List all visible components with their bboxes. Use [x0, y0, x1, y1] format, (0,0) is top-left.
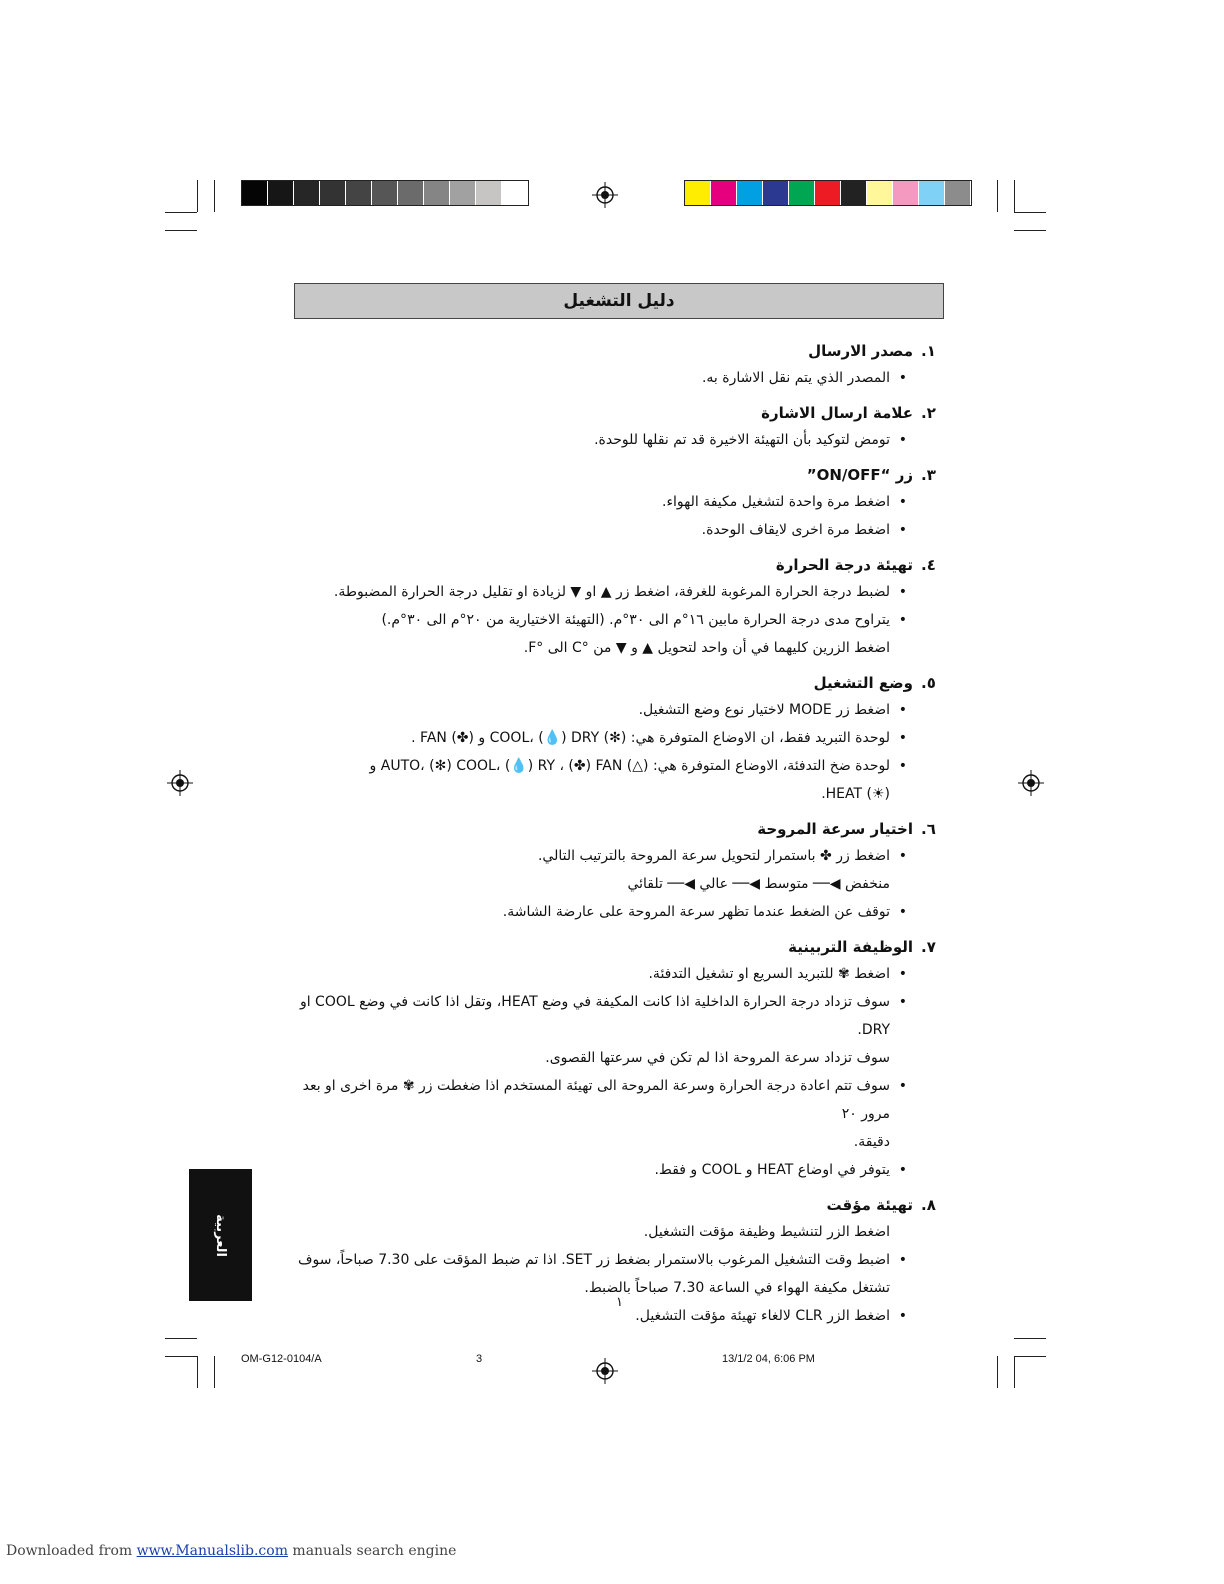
bullet-item: • لضبط درجة الحرارة المرغوبة للغرفة، اضغط زر ▲ او ▼ لزيادة او تقليل درجة الحرارة المضبوطة. [290, 578, 945, 606]
bullet-item: • اضغط زر ✤ باستمرار لتحويل سرعة المروحة بالترتيب التالي. [290, 842, 945, 870]
footer-timestamp: 13/1/2 04, 6:06 PM [722, 1353, 815, 1365]
crop-mark [1014, 212, 1046, 213]
crop-mark [165, 1356, 197, 1357]
continuation-line: اضغط الزرين كليهما في أن واحد لتحويل ▲ و ▼ من °C الى °F. [523, 640, 890, 656]
continuation-line: دقيقة. [853, 1134, 890, 1150]
color-swatch [789, 181, 815, 205]
section-number: ٧. [921, 938, 936, 956]
registration-mark-icon [167, 770, 193, 796]
crop-mark [214, 180, 215, 212]
grayscale-calibration-bar [241, 180, 529, 206]
section-title [290, 462, 945, 488]
continuation-line: اضغط الزر لتنشيط وظيفة مؤقت التشغيل. [643, 1224, 890, 1240]
section-title [290, 934, 945, 960]
color-swatch [242, 181, 268, 205]
color-swatch [424, 181, 450, 205]
section-number: ٨. [921, 1196, 936, 1214]
color-swatch [685, 181, 711, 205]
continuation-line: منخفض ◀── متوسط ◀── عالي ◀── تلقائي [627, 876, 890, 892]
color-swatch [945, 181, 971, 205]
continuation-line: (☀) HEAT. [821, 786, 890, 802]
color-swatch [711, 181, 737, 205]
language-tab [189, 1169, 252, 1301]
bullet-item: • لوحدة ضخ التدفئة، الاوضاع المتوفرة هي: (△) AUTO، (✻) COOL، (💧) RY ، (✤) FAN و [290, 752, 945, 780]
crop-mark [214, 1356, 215, 1388]
crop-mark [997, 1356, 998, 1388]
page-number: ١ [616, 1295, 623, 1310]
section-number: ٥. [921, 674, 936, 692]
section-number: ٢. [921, 404, 936, 422]
section-title-text: زر “ON/OFF” [806, 466, 913, 484]
bullet-item: • توقف عن الضغط عندما تظهر سرعة المروحة على عارضة الشاشة. [290, 898, 945, 926]
section-title [290, 670, 945, 696]
section-title [290, 1192, 945, 1218]
download-suffix: manuals search engine [287, 1543, 457, 1559]
crop-mark [1014, 1356, 1015, 1388]
continuation-line: DRY. [857, 1022, 890, 1038]
bullet-item: • اضغط مرة واحدة لتشغيل مكيفة الهواء. [290, 488, 945, 516]
section-number: ٤. [921, 556, 936, 574]
instructions-body [290, 330, 945, 1330]
crop-mark [1014, 180, 1015, 212]
download-prefix: Downloaded from [6, 1543, 137, 1559]
bullet-item: • اضغط الزر CLR لالغاء تهيئة مؤقت التشغيل. [290, 1302, 945, 1330]
bullet-item: • المصدر الذي يتم نقل الاشارة به. [290, 364, 945, 392]
color-swatch [398, 181, 424, 205]
color-swatch [294, 181, 320, 205]
section-title [290, 816, 945, 842]
section-title-text: تهيئة درجة الحرارة [775, 556, 913, 574]
color-swatch [763, 181, 789, 205]
crop-mark [1014, 1338, 1046, 1339]
section-title-text: وضع التشغيل [813, 674, 913, 692]
crop-mark [997, 180, 998, 212]
color-swatch [372, 181, 398, 205]
section-title-text: تهيئة مؤقت [826, 1196, 913, 1214]
registration-mark-icon [592, 1358, 618, 1384]
color-swatch [268, 181, 294, 205]
bullet-item: • يتراوح مدى درجة الحرارة مابين ١٦°م الى ٣٠°م. (التهيئة الاختيارية من ٢٠°م الى ٣٠°م.) [290, 606, 945, 634]
section-title-text: علامة ارسال الاشارة [761, 404, 913, 422]
section-title-text: اختيار سرعة المروحة [757, 820, 913, 838]
color-swatch [450, 181, 476, 205]
section-title [290, 552, 945, 578]
bullet-item: • تومض لتوكيد بأن التهيئة الاخيرة قد تم نقلها للوحدة. [290, 426, 945, 454]
color-swatch [737, 181, 763, 205]
color-swatch [476, 181, 502, 205]
bullet-item: • لوحدة التبريد فقط، ان الاوضاع المتوفرة هي: (✻) COOL، (💧) DRY و (✤) FAN . [290, 724, 945, 752]
color-swatch [502, 181, 528, 205]
color-swatch [867, 181, 893, 205]
section-title-text: الوظيفة التربينية [788, 938, 913, 956]
section-number: ٣. [921, 466, 936, 484]
color-swatch [841, 181, 867, 205]
section-number: ١. [921, 342, 936, 360]
manualslib-link[interactable]: www.Manualslib.com [136, 1543, 288, 1559]
section-number: ٦. [921, 820, 936, 838]
crop-mark [197, 180, 198, 212]
bullet-item: • سوف تزداد درجة الحرارة الداخلية اذا كانت المكيفة في وضع HEAT، وتقل اذا كانت في وضع COOL او [290, 988, 945, 1016]
continuation-line: تشتغل مكيفة الهواء في الساعة 7.30 صباحاً بالضبط. [584, 1280, 890, 1296]
color-swatch [893, 181, 919, 205]
color-swatch [346, 181, 372, 205]
download-credit [6, 1543, 456, 1559]
color-swatch [815, 181, 841, 205]
color-swatch [320, 181, 346, 205]
crop-mark [1014, 230, 1046, 231]
registration-mark-icon [1018, 770, 1044, 796]
bullet-item: • اضبط وقت التشغيل المرغوب بالاستمرار بضغط زر SET. اذا تم ضبط المؤقت على 7.30 صباحاً، سوف [290, 1246, 945, 1274]
crop-mark [197, 1356, 198, 1388]
bullet-item: • يتوفر في اوضاع HEAT و COOL و فقط. [290, 1156, 945, 1184]
crop-mark [165, 230, 197, 231]
color-calibration-bar [684, 180, 972, 206]
bullet-item: • اضغط ✾ للتبريد السريع او تشغيل التدفئة. [290, 960, 945, 988]
crop-mark [1014, 1356, 1046, 1357]
crop-mark [165, 212, 197, 213]
bullet-item: • سوف تتم اعادة درجة الحرارة وسرعة المروحة الى تهيئة المستخدم اذا ضغطت زر ✾ مرة اخرى او بعد مرور ٢٠ [290, 1072, 945, 1128]
section-title [290, 338, 945, 364]
page-title: دليل التشغيل [294, 283, 944, 319]
footer-doc-id: OM-G12-0104/A [241, 1353, 322, 1365]
color-swatch [919, 181, 945, 205]
continuation-line: سوف تزداد سرعة المروحة اذا لم تكن في سرعتها القصوى. [545, 1050, 890, 1066]
bullet-item: • اضغط مرة اخرى لايقاف الوحدة. [290, 516, 945, 544]
language-tab-label: العربية [213, 1213, 228, 1257]
footer-page: 3 [476, 1353, 483, 1365]
section-title [290, 400, 945, 426]
crop-mark [165, 1338, 197, 1339]
registration-mark-icon [592, 182, 618, 208]
bullet-item: • اضغط زر MODE لاختيار نوع وضع التشغيل. [290, 696, 945, 724]
section-title-text: مصدر الارسال [808, 342, 913, 360]
